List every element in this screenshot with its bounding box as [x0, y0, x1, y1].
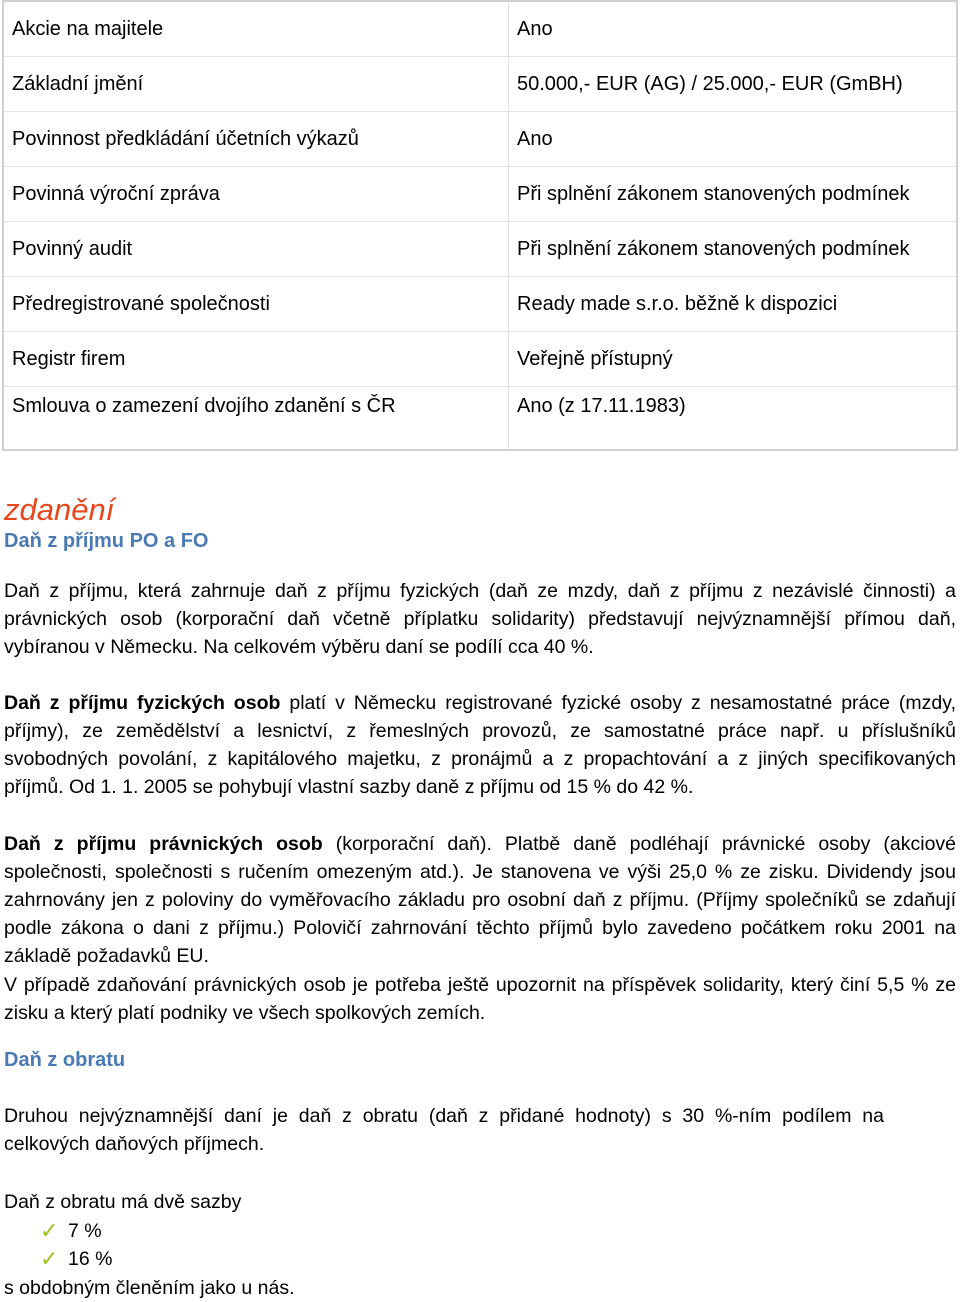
row-label: Předregistrované společnosti: [3, 277, 509, 332]
table-row: [3, 332, 957, 387]
row-value: Ano: [509, 112, 958, 167]
table-row: [3, 277, 957, 332]
section-title: zdanění: [4, 492, 115, 527]
paragraph-vat-closing: s obdobným členěním jako u nás.: [4, 1277, 295, 1299]
table-row: [3, 57, 957, 112]
row-value: 50.000,- EUR (AG) / 25.000,- EUR (GmBH): [509, 57, 958, 112]
paragraph-income-tax-intro: Daň z příjmu, která zahrnuje daň z příjmu fyzických (daň ze mzdy, daň z příjmu z nezávislé činnosti) a právnických osob (korporační daň včetně příplatku solidarity) představují nejvýznamnější přímou daň, vybíranou v Německu. Na celkovém výběru daní se podílí cca 40 %.: [4, 580, 956, 658]
table-row: [3, 387, 957, 451]
row-value: Ano (z 17.11.1983): [509, 387, 958, 451]
paragraph-personal-income-tax: Daň z příjmu fyzických osob platí v Německu registrované fyzické osoby z nesamostatné práce (mzdy, příjmy), ze zemědělství a lesnictví, z řemeslných provozů, ze samostatné práce např. u příslušníků svobodných povolání, z kapitálového majetku, z pronájmů a z propachtování a z jiných specifikovaných příjmů. Od 1. 1. 2005 se pohybují vlastní sazby daně z příjmu od 15 % do 42 %.: [4, 692, 956, 798]
row-label: Povinný audit: [3, 222, 509, 277]
row-label: Smlouva o zamezení dvojího zdanění s ČR: [3, 387, 509, 451]
row-value: Při splnění zákonem stanovených podmínek: [509, 167, 958, 222]
row-label: Akcie na majitele: [3, 1, 509, 57]
row-label: Základní jmění: [3, 57, 509, 112]
row-value: Při splnění zákonem stanovených podmínek: [509, 222, 958, 277]
table-row: [3, 167, 957, 222]
row-value: Ready made s.r.o. běžně k dispozici: [509, 277, 958, 332]
row-value: Veřejně přístupný: [509, 332, 958, 387]
row-label: Registr firem: [3, 332, 509, 387]
table-row: [3, 1, 957, 57]
paragraph-vat-rates-intro: Daň z obratu má dvě sazby: [4, 1191, 242, 1213]
subsection-title-vat: Daň z obratu: [4, 1049, 126, 1071]
row-label: Povinná výroční zpráva: [3, 167, 509, 222]
list-item: ✓ 16 %: [40, 1246, 113, 1271]
table-row: [3, 222, 957, 277]
company-info-table: [2, 0, 958, 451]
list-item: ✓ 7 %: [40, 1218, 102, 1243]
table-row: [3, 112, 957, 167]
checkmark-icon: ✓: [40, 1246, 59, 1271]
paragraph-vat-intro: Druhou nejvýznamnější daní je daň z obratu (daň z přidané hodnoty) s 30 %-ním podílem na celkových daňových příjmech.: [4, 1105, 884, 1155]
paragraph-corporate-income-tax: Daň z příjmu právnických osob (korporační daň). Platbě daně podléhají právnické osoby (akciové společnosti, společnosti s ručením omezeným atd.). Je stanovena ve výši 25,0 % ze zisku. Dividendy jsou zahrnovány jen z poloviny do vyměřovacího základu pro osobní daň z příjmu. (Příjmy společníků se zdaňují podle zákona o dani z příjmu.) Polovičí zahrnování těchto příjmů bylo zavedeno počátkem roku 2001 na základě požadavků EU.: [4, 833, 957, 967]
vat-rates-list: [40, 1217, 112, 1273]
checkmark-icon: ✓: [40, 1218, 59, 1243]
row-label: Povinnost předkládání účetních výkazů: [3, 112, 509, 167]
paragraph-solidarity-surcharge: V případě zdaňování právnických osob je potřeba ještě upozornit na příspěvek solidarity, který činí 5,5 % ze zisku a který platí podniky ve všech spolkových zemích.: [4, 974, 956, 1024]
subsection-title-income-tax: Daň z příjmu PO a FO: [4, 530, 209, 552]
row-value: Ano: [509, 1, 958, 57]
